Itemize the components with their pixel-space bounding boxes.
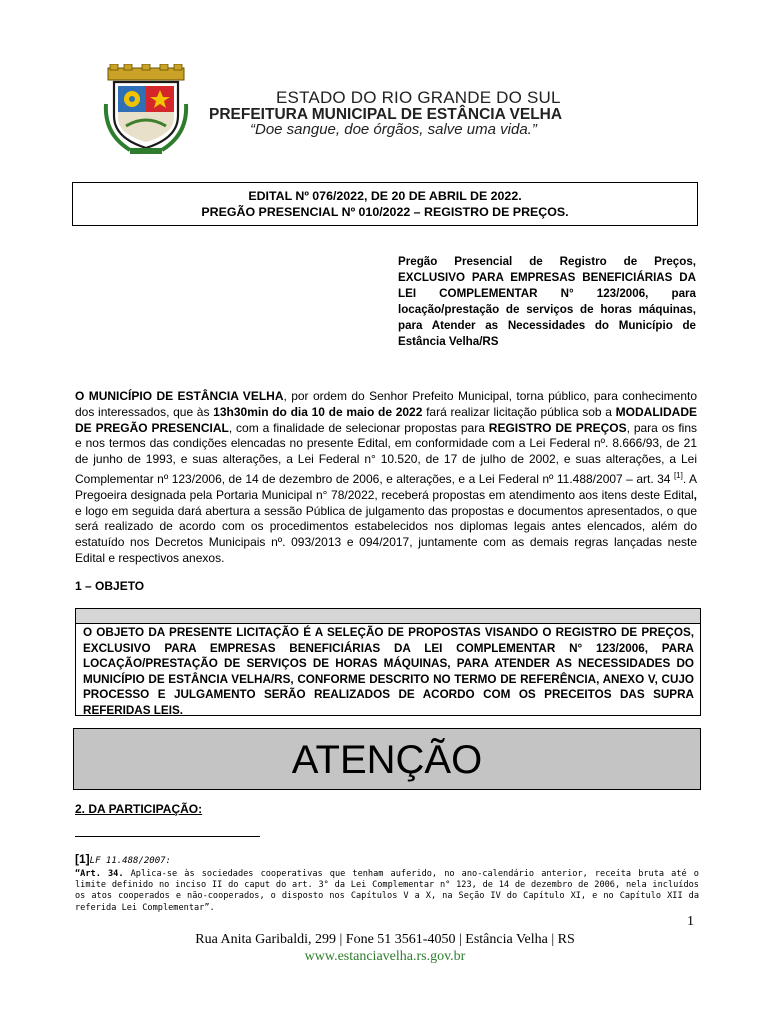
footnote-number: [1] — [75, 852, 90, 866]
intro-bold-modality: MODALIDADE DE PREGÃO PRESENCIAL — [75, 404, 697, 435]
edital-line-1: EDITAL Nº 076/2022, DE 20 DE ABRIL DE 2022. — [248, 189, 522, 203]
header-slogan: “Doe sangue, doe órgãos, salve uma vida.” — [250, 121, 537, 138]
object-table-header — [75, 608, 701, 624]
intro-bold-registry: REGISTRO DE PREÇOS — [488, 420, 627, 435]
intro-text-1: , por ordem do Senhor Prefeito Municipal, torna público, para conhecimento dos interessados, que às — [75, 389, 697, 419]
coat-of-arms-icon — [100, 64, 192, 156]
footnote-body: Aplica-se às sociedades cooperativas que tenham auferido, no ano-calendário anterior, receita bruta até o limite definido no inciso II do caput do art. 3° da Lei Complementar n° 123, de 14 de dezembro de 2006, nela incluídos os atos cooperados e não-cooperados, o disposto nos Capítulos V a X, na Seção IV do Capítulo XI, e no Capítulo XII da referida Lei Complementar”. — [75, 869, 699, 913]
footnote-marker[interactable]: [1] — [673, 470, 683, 480]
footnote-article: “Art. 34. — [75, 869, 124, 879]
intro-text-6: e logo em seguida dará abertura a sessão Pública de julgamento das propostas e documentos apresentados, o que será realizado de acordo com os procedimentos estabelecidos nos diplomas legais antes elencados, além do estatuído nos Decretos Municipais nº. 093/2013 e 094/2017, juntamente com as demais regras lançadas neste Edital e respectivos anexos. — [75, 503, 697, 565]
page-number: 1 — [687, 914, 694, 929]
intro-text-5: . A Pregoeira designada pela Portaria Municipal n° 78/2022, receberá propostas em atendimento aos itens deste Edital — [75, 471, 698, 502]
section-1-title: 1 – OBJETO — [75, 579, 145, 593]
footnote-reference — [75, 852, 171, 866]
intro-paragraph — [75, 389, 697, 567]
footer-address: Rua Anita Garibaldi, 299 | Fone 51 3561-4050 | Estância Velha | RS — [195, 932, 575, 947]
intro-bold-comma: , — [693, 487, 697, 502]
intro-bold-municipality: O MUNICÍPIO DE ESTÂNCIA VELHA — [75, 389, 284, 403]
footnote-text — [75, 869, 699, 914]
intro-text-2: fará realizar licitação pública sob a — [422, 404, 616, 419]
object-description: O OBJETO DA PRESENTE LICITAÇÃO É A SELEÇÃO DE PROPOSTAS VISANDO O REGISTRO DE PREÇOS, EXCLUSIVO PARA EMPRESAS BENEFICIÁRIAS DA LEI COMPLEMENTAR N° 123/2006, PARA LOCAÇÃO/PRESTAÇÃO DE SERVIÇOS DE HORAS MÁQUINAS, PARA ATENDER AS NECESSIDADES DO MUNICÍPIO DE ESTÂNCIA VELHA/RS, CONFORME DESCRITO NO TERMO DE REFERÊNCIA, ANEXO V, CUJO PROCESSO E JULGAMENTO SERÃO REALIZADOS DE ACORDO COM OS PRECEITOS DAS SUPRA REFERIDAS LEIS. — [75, 624, 701, 716]
intro-text-4: , para os fins e nos termos das condições elencadas no presente Edital, em conformidade com a Lei Federal nº. 8.666/93, de 21 de junho de 1993, e suas alterações, a Lei Federal n° 10.520, de 17 de julho de 2002, e suas alterações, a Lei Complementar nº 123/2006, de 14 de dezembro de 2006, e alterações, e a Lei Federal nº 11.488/2007 – art. 34 — [75, 420, 697, 486]
header-state: ESTADO DO RIO GRANDE DO SUL — [276, 88, 561, 107]
edital-line-2: PREGÃO PRESENCIAL Nº 010/2022 – REGISTRO DE PREÇOS. — [201, 205, 569, 219]
attention-banner: ATENÇÃO — [73, 728, 701, 790]
edital-title-box — [72, 182, 698, 226]
intro-bold-date: 13h30min do dia 10 de maio de 2022 — [213, 404, 423, 419]
intro-text-3: , com a finalidade de selecionar propostas para — [228, 420, 489, 435]
edital-summary: Pregão Presencial de Registro de Preços, EXCLUSIVO PARA EMPRESAS BENEFICIÁRIAS DA LEI COMPLEMENTAR N° 123/2006, para locação/prestação de serviços de horas máquinas, para Atender as Necessidades do Município de Estância Velha/RS — [398, 255, 696, 348]
footer-website-link[interactable]: www.estanciavelha.rs.gov.br — [304, 949, 466, 964]
header-municipality: PREFEITURA MUNICIPAL DE ESTÂNCIA VELHA — [209, 106, 563, 123]
section-2-title: 2. DA PARTICIPAÇÃO: — [75, 802, 203, 816]
footnote-divider — [75, 836, 260, 837]
footnote-law: LF 11.488/2007: — [89, 856, 171, 866]
